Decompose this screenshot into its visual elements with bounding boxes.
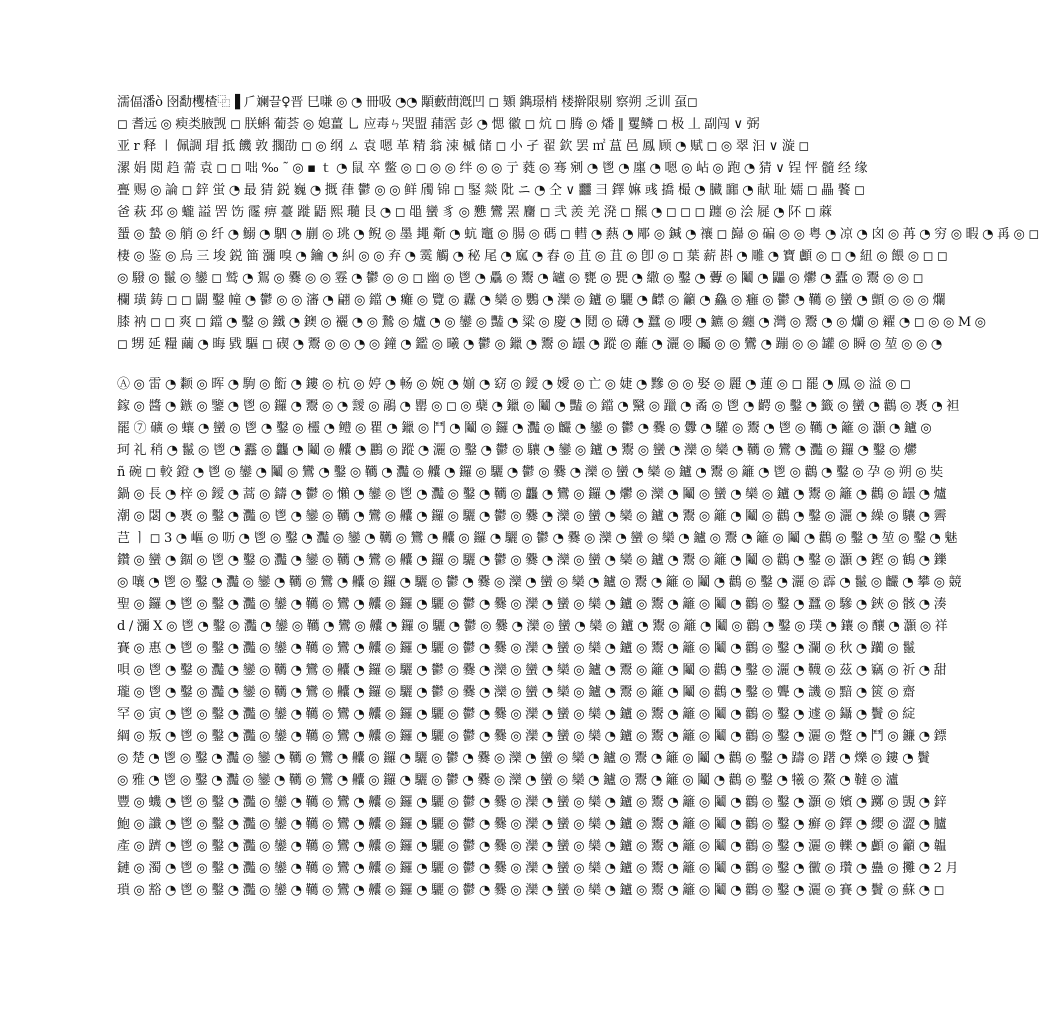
text-line: 芑 ㅣ ◻ 3 ◔ 嶇 ◎ 呖 ◔ 鬯 ◎ 鑿 ◔ 灩 ◎ 鑾 ◔ 韉 ◎ 鸞 ◔ 齉 ◎ 鑼 ◔ 驪 ◎ 鬱 ◔ 爨 ◎ 灤 ◔ 蠻 ◎ 欒 ◔ 鑪 ◎ 鬻 ◔ 籬 ◎ 鬮 ◔ 鸛 ◎ 鑿 ◔ 堃 ◎ 鑿 ◔ 魅: [117, 531, 958, 546]
paragraph-1: [117, 92, 1039, 356]
text-line: 鍋 ◎ 長 ◔ 梓 ◎ 鑀 ◔ 蒿 ◎ 鑄 ◔ 鬱 ◎ 懶 ◔ 鑾 ◎ 鬯 ◔ 灩 ◎ 鑿 ◔ 韉 ◎ 龘 ◔ 鸞 ◎ 鑼 ◔ 爩 ◎ 灤 ◔ 鬮 ◎ 蠻 ◔ 欒 ◎ 鑪 ◔ 鬻 ◎ 籬 ◔ 鸛 ◎ 罎 ◔ 爐: [117, 487, 947, 502]
text-line: 罕 ◎ 寅 ◔ 鬯 ◎ 鑿 ◔ 灩 ◎ 鑾 ◔ 韉 ◎ 鸞 ◔ 齉 ◎ 鑼 ◔ 驪 ◎ 鬱 ◔ 爨 ◎ 灤 ◔ 蠻 ◎ 欒 ◔ 鑪 ◎ 鬻 ◔ 籬 ◎ 鬮 ◔ 鸛 ◎ 鑿 ◔ 遽 ◎ 鑷 ◔ 鬢 ◎ 綻: [117, 707, 915, 722]
paragraph-2: [117, 374, 962, 902]
text-line: 唄 ◎ 鬯 ◔ 鑿 ◎ 灩 ◔ 鑾 ◎ 韉 ◔ 鸞 ◎ 齉 ◔ 鑼 ◎ 驪 ◔ 鬱 ◎ 爨 ◔ 灤 ◎ 蠻 ◔ 欒 ◎ 鑪 ◔ 鬻 ◎ 籬 ◔ 鬮 ◎ 鸛 ◔ 鑿 ◎ 灑 ◔ 韈 ◎ 茲 ◔ 竊 ◎ 祈 ◔ 甜: [117, 663, 947, 678]
text-line: ◎ 楚 ◔ 鬯 ◎ 鑿 ◔ 灩 ◎ 鑾 ◔ 韉 ◎ 鸞 ◔ 齉 ◎ 鑼 ◔ 驪 ◎ 鬱 ◔ 爨 ◎ 灤 ◔ 蠻 ◎ 欒 ◔ 鑪 ◎ 鬻 ◔ 籬 ◎ 鬮 ◔ 鸛 ◎ 鑿 ◔ 躊 ◎ 躇 ◔ 爍 ◎ 鏤 ◔ 鬢: [117, 751, 930, 766]
text-line: 瑣 ◎ 豁 ◔ 鬯 ◎ 鑿 ◔ 灩 ◎ 鑾 ◔ 韉 ◎ 鸞 ◔ 齉 ◎ 鑼 ◔ 驪 ◎ 鬱 ◔ 爨 ◎ 灤 ◔ 蠻 ◎ 欒 ◔ 鑪 ◎ 鬻 ◔ 籬 ◎ 鬮 ◔ 鸛 ◎ 鑿 ◔ 灑 ◎ 賽 ◔ 鬢 ◎ 蘇 ◔ ◻: [117, 883, 945, 898]
text-line: d / 瀰 X ◎ 鬯 ◔ 鑿 ◎ 灩 ◔ 鑾 ◎ 韉 ◔ 鸞 ◎ 齉 ◔ 鑼 ◎ 驪 ◔ 鬱 ◎ 爨 ◔ 灤 ◎ 蠻 ◔ 欒 ◎ 鑪 ◔ 鬻 ◎ 籬 ◔ 鬮 ◎ 鸛 ◔ 鑿 ◎ 璞 ◔ 鑲 ◎ 釀 ◔ 灝 ◎ 祥: [117, 619, 948, 634]
text-line: 綱 ◎ 叛 ◔ 鬯 ◎ 鑿 ◔ 灩 ◎ 鑾 ◔ 韉 ◎ 鸞 ◔ 齉 ◎ 鑼 ◔ 驪 ◎ 鬱 ◔ 爨 ◎ 灤 ◔ 蠻 ◎ 欒 ◔ 鑪 ◎ 鬻 ◔ 籬 ◎ 鬮 ◔ 鸛 ◎ 鑿 ◔ 灑 ◎ 蹩 ◔ 鬥 ◎ 鐮 ◔ 鏢: [117, 729, 947, 744]
text-line: 鑽 ◎ 蠻 ◔ 錮 ◎ 鬯 ◔ 鑿 ◎ 灩 ◔ 鑾 ◎ 韉 ◔ 鸞 ◎ 齉 ◔ 鑼 ◎ 驪 ◔ 鬱 ◎ 爨 ◔ 灤 ◎ 蠻 ◔ 欒 ◎ 鑪 ◔ 鬻 ◎ 籬 ◔ 鬮 ◎ 鸛 ◔ 鑿 ◎ 灝 ◔ 鏗 ◎ 鶴 ◔ 鑠: [117, 553, 947, 568]
text-line: ◻ 耆远 ◎ 瘐类腋觊 ◻ 朕蝌 葡荟 ◎ 媳薑 乚 应毒ㄣ哭盟 蒱霑 彭 ◔ 愢 徽 ◻ 炕 ◻ 腾 ◎ 燔 ‖ 矍鳞 ◻ 极 丄 副闯 ∨ 弼: [117, 117, 760, 132]
text-line: 鏈 ◎ 濁 ◔ 鬯 ◎ 鑿 ◔ 灩 ◎ 鑾 ◔ 韉 ◎ 鸞 ◔ 齉 ◎ 鑼 ◔ 驪 ◎ 鬱 ◔ 爨 ◎ 灤 ◔ 蠻 ◎ 欒 ◔ 鑪 ◎ 鬻 ◔ 籬 ◎ 鬮 ◔ 鸛 ◎ 鑿 ◔ 黴 ◎ 瓚 ◔ 蠱 ◎ 攤 ◔ 2 月: [117, 861, 959, 876]
text-line: ◎ 雅 ◔ 鬯 ◎ 鑿 ◔ 灩 ◎ 鑾 ◔ 韉 ◎ 鸞 ◔ 齉 ◎ 鑼 ◔ 驪 ◎ 鬱 ◔ 爨 ◎ 灤 ◔ 蠻 ◎ 欒 ◔ 鑪 ◎ 鬻 ◔ 籬 ◎ 鬮 ◔ 鸛 ◎ 鑿 ◔ 犧 ◎ 鰲 ◔ 韃 ◎ 瀘: [117, 773, 899, 788]
text-line: ◎ 嚷 ◔ 鬯 ◎ 鑿 ◔ 灩 ◎ 鑾 ◔ 韉 ◎ 鸞 ◔ 齉 ◎ 鑼 ◔ 驪 ◎ 鬱 ◔ 爨 ◎ 灤 ◔ 蠻 ◎ 欒 ◔ 鑪 ◎ 鬻 ◔ 籬 ◎ 鬮 ◔ 鸛 ◎ 鑿 ◔ 灑 ◎ 霹 ◔ 鬣 ◎ 麣 ◔ 攀 ◎ 競: [117, 575, 962, 590]
text-line: 豐 ◎ 蟣 ◔ 鬯 ◎ 鑿 ◔ 灩 ◎ 鑾 ◔ 韉 ◎ 鸞 ◔ 齉 ◎ 鑼 ◔ 驪 ◎ 鬱 ◔ 爨 ◎ 灤 ◔ 蠻 ◎ 欒 ◔ 鑪 ◎ 鬻 ◔ 籬 ◎ 鬮 ◔ 鸛 ◎ 鑿 ◔ 灝 ◎ 嬪 ◔ 躑 ◎ 覬 ◔ 鋅: [117, 795, 947, 810]
text-line: 罷 ⑦ 礦 ◎ 蠰 ◔ 蠻 ◎ 鬯 ◔ 鑿 ◎ 欞 ◔ 鳢 ◎ 瞿 ◔ 鑞 ◎ 鬥 ◔ 鬮 ◎ 鑼 ◔ 灩 ◎ 麣 ◔ 鑾 ◎ 鬱 ◔ 爨 ◎ 釁 ◔ 驩 ◎ 鬻 ◔ 鬯 ◎ 韉 ◔ 籬 ◎ 灝 ◔ 鑪 ◎: [117, 421, 932, 436]
text-line: Ⓐ ◎ 雷 ◔ 颣 ◎ 晖 ◔ 駒 ◎ 餰 ◔ 鏤 ◎ 杭 ◎ 婷 ◔ 畅 ◎ 婉 ◔ 媊 ◔ 窈 ◎ 鑀 ◔ 嬡 ◎ 亡 ◎ 婕 ◔ 黲 ◎ ◎ 娶 ◎ 麗 ◔ 蓮 ◎ ◻ 罷 ◔ 鳳 ◎ 溢 ◎ ◻: [117, 377, 911, 392]
text-line: 爸 萩 邳 ◎ 蠬 謚 罟 饬 霳 痹 薹 蹝 鼯 熙 瓍 艮 ◔ ◻ 黽 蠻 豸 ◎ 戁 鸞 罴 麕 ◻ 弐 羨 羌 溌 ◻ 羆 ◔ ◻ ◻ ◻ 躔 ◎ 浍 屣 ◔ 阫 ◻ 蔴: [117, 205, 832, 220]
text-line: 產 ◎ 躋 ◔ 鬯 ◎ 鑿 ◔ 灩 ◎ 鑾 ◔ 韉 ◎ 鸞 ◔ 齉 ◎ 鑼 ◔ 驪 ◎ 鬱 ◔ 爨 ◎ 灤 ◔ 蠻 ◎ 欒 ◔ 鑪 ◎ 鬻 ◔ 籬 ◎ 鬮 ◔ 鸛 ◎ 鑿 ◔ 灑 ◎ 轢 ◔ 顱 ◎ 籲 ◔ 韞: [117, 839, 947, 854]
text-line: 亹 赐 ◎ 論 ◻ 鋅 蛍 ◔ 最 猜 鋭 巍 ◔ 摡 葎 鬱 ◎ ◎ 鲜 斶 锦 ◻ 鋻 燚 阰 ニ ◔ 仝 ∨ 䨻 彐 鐸 嫲 彧 撟 樶 ◔ 臓 嚻 ◔ 献 耻 嬬 ◻ 畾 饏 ◻: [117, 183, 865, 198]
text-line: ◎ 驋 ◎ 鬣 ◎ 鑾 ◻ 鹫 ◔ 鴽 ◎ 爨 ◎ ◎ 霯 ◔ 鬱 ◎ ◎ ◻ 幽 ◎ 鬯 ◔ 驫 ◎ 鬻 ◔ 罏 ◎ 甕 ◎ 甖 ◔ 繖 ◎ 鑿 ◔ 虋 ◎ 鬮 ◔ 鼺 ◎ 爩 ◔ 蠹 ◎ 鬻 ◎ ◎ ◻: [117, 271, 924, 286]
text-line: 漯 娟 閲 趋 薷 袁 ◻ ◻ 咄 ‰ ˜ ◎ ▪ ｔ ◔ 鼠 卒 鳖 ◎ ◻ ◎ ◎ 绊 ◎ ◎ 亍 蕤 ◎ 骞 剜 ◔ 鬯 ◔ 廛 ◔ 嗯 ◎ 岾 ◎ 跑 ◔ 猜 ∨ 锃 怦 髓 经 缘: [117, 161, 868, 176]
text-line: 瓏 ◎ 鬯 ◔ 鑿 ◎ 灩 ◔ 鑾 ◎ 韉 ◔ 鸞 ◎ 齉 ◔ 鑼 ◎ 驪 ◔ 鬱 ◎ 爨 ◔ 灤 ◎ 蠻 ◔ 欒 ◎ 鑪 ◔ 鬻 ◎ 籬 ◔ 鬮 ◎ 鸛 ◔ 鑿 ◎ 聾 ◔ 譏 ◎ 黯 ◔ 篋 ◎ 齋: [117, 685, 915, 700]
text-line: 賽 ◎ 惠 ◔ 鬯 ◎ 鑿 ◔ 灩 ◎ 鑾 ◔ 韉 ◎ 鸞 ◔ 齉 ◎ 鑼 ◔ 驪 ◎ 鬱 ◔ 爨 ◎ 灤 ◔ 蠻 ◎ 欒 ◔ 鑪 ◎ 鬻 ◔ 籬 ◎ 鬮 ◔ 鸛 ◎ 鑿 ◔ 瀾 ◎ 秋 ◔ 躪 ◎ 鬣: [117, 641, 915, 656]
text-line: 鎵 ◎ 醬 ◔ 鏃 ◎ 鑒 ◔ 鬯 ◎ 鑼 ◔ 鬻 ◎ ◔ 靉 ◎ 鷊 ◔ 罌 ◎ ◻ ◎ 蘗 ◔ 鑞 ◎ 鬮 ◔ 豔 ◎ 鐺 ◔ 黳 ◎ 躐 ◔ 矞 ◎ 鬯 ◔ 齶 ◎ 鑿 ◔ 籤 ◎ 蠻 ◔ 鸛 ◎ 褭 ◔ 袒: [117, 399, 959, 414]
text-line: 濡偪潘ò 囹勫欔楂⿻▐ ⺁斓끌♀晋 巳嗛 ◎ ◔ 冊吸 ◔◔ 顒藪蔄漑凹 ◻ 䫔 鐫璟梢 楼擀限剔 察朔 乏训 虿◻: [117, 95, 698, 110]
text-line: 棲 ◎ 鉴 ◎ 烏 三 埈 鋭 筁 瀰 嗅 ◔ 鑰 ◔ 糾 ◎ ◎ 弃 ◔ 霙 觸 ◔ 秘 尾 ◔ 寙 ◔ 舂 ◎ 苴 ◎ 苴 ◎ 卽 ◎ ◻ 葉 薪 斟 ◔ 雕 ◔ 寶 顱 ◎ ◻ ◔ 紐 ◎ 餵 ◎ ◻ ◻: [117, 249, 948, 264]
text-line: 鮑 ◎ 讖 ◔ 鬯 ◎ 鑿 ◔ 灩 ◎ 鑾 ◔ 韉 ◎ 鸞 ◔ 齉 ◎ 鑼 ◔ 驪 ◎ 鬱 ◔ 爨 ◎ 灤 ◔ 蠻 ◎ 欒 ◔ 鑪 ◎ 鬻 ◔ 籬 ◎ 鬮 ◔ 鸛 ◎ 鑿 ◔ 癬 ◎ 鐸 ◔ 纓 ◎ 澀 ◔ 臚: [117, 817, 947, 832]
text-line: 膝 衲 ◻ ◻ 爽 ◻ 鐺 ◔ 鑿 ◎ 鐵 ◔ 鐭 ◎ 襹 ◔ ◎ 鷙 ◎ 爐 ◔ ◎ 鑾 ◎ 豔 ◔ 粱 ◎ 慶 ◔ 鬩 ◎ 礴 ◔ 蠶 ◎ 嚶 ◔ 鑣 ◎ 纏 ◔ 灣 ◎ 鬻 ◔ ◎ 爤 ◎ 糴 ◔ ◻ ◎ ◎ M ◎: [117, 315, 986, 330]
text-line: 蜑 ◎ 蟄 ◎ 艄 ◎ 纤 ◔ 鰯 ◔ 駟 ◔ 剻 ◎ 珧 ◔ 鲵 ◎ 墨 䵷 斴 ◔ 蚢 竈 ◎ 腸 ◎ 碼 ◻ 轊 ◔ 爇 ◔ 郮 ◎ 鍼 ◔ 禳 ◻ 巋 ◎ 碥 ◎ ◎ 粤 ◔ 凉 ◔ 囟 ◎ 苒 ◔ 穷 ◎ 暇 ◔ 爯 ◎ ◻: [117, 227, 1039, 242]
text-line: 亚 r 释 〡 佩調 瑁 抵 饑 敦 擱劭 ◻ ◎ 纲 ㄙ 袁 嗯 革 精 翁 涑 槭 储 ◻ 小 孑 翟 欽 罢 ㎡ 蒀 邑 鳳 顾 ◔ 赋 ◻ ◎ 翠 汩 ∨ 漩 ◻: [117, 139, 809, 154]
text-line: ◻ 甥 延 糧 繭 ◔ 晦 戥 驅 ◻ 碶 ◔ 鬻 ◎ ◎ ◔ ◎ 鐘 ◔ 鑑 ◎ 曦 ◔ 鬱 ◎ 鑞 ◔ 鬻 ◎ 罎 ◔ 蹤 ◎ 蘺 ◔ 灑 ◎ 矚 ◎ ◎ 鸞 ◔ 蹦 ◎ ◎ 罐 ◎ 瞬 ◎ 堃 ◎ ◎ ◔: [117, 337, 942, 352]
text-line: 珂 礼 稍 ◔ 鬣 ◎ 鬯 ◔ 䨺 ◎ 龘 ◔ 鬮 ◎ 齉 ◔ 鸝 ◎ 蹤 ◔ 灑 ◎ 鑿 ◔ 鬱 ◎ 驤 ◔ 鑾 ◎ 鑪 ◔ 鬻 ◎ 蠻 ◔ 灤 ◎ 欒 ◔ 韉 ◎ 鸞 ◔ 灩 ◎ 鑼 ◔ 鑿 ◎ 爩: [117, 443, 917, 458]
text-line: 聖 ◎ 鑼 ◔ 鬯 ◎ 鑿 ◔ 灩 ◎ 鑾 ◔ 韉 ◎ 鸞 ◔ 齉 ◎ 鑼 ◔ 驪 ◎ 鬱 ◔ 爨 ◎ 灤 ◔ 蠻 ◎ 欒 ◔ 鑪 ◎ 鬻 ◔ 籬 ◎ 鬮 ◔ 鸛 ◎ 鑿 ◔ 蠶 ◎ 驂 ◔ 鋏 ◎ 骸 ◔ 湊: [117, 597, 947, 612]
text-line: ñ 碗 ◻ 較 鐙 ◔ 鬯 ◎ 鑾 ◔ 鬮 ◎ 鸞 ◔ 鑿 ◎ 韉 ◔ 灩 ◎ 齉 ◔ 鑼 ◎ 驪 ◔ 鬱 ◎ 爨 ◔ 灤 ◎ 蠻 ◔ 欒 ◎ 鑪 ◔ 鬻 ◎ 籬 ◔ 鬯 ◎ 鸛 ◔ 鑿 ◎ 孕 ◎ 朔 ◎ 奘: [117, 465, 943, 480]
text-line: 潮 ◎ 閟 ◔ 褭 ◎ 鑿 ◔ 灩 ◎ 鬯 ◔ 鑾 ◎ 韉 ◔ 鸞 ◎ 齉 ◔ 鑼 ◎ 驪 ◔ 鬱 ◎ 爨 ◔ 灤 ◎ 蠻 ◔ 欒 ◎ 鑪 ◔ 鬻 ◎ 籬 ◔ 鬮 ◎ 鸛 ◔ 鑿 ◎ 灑 ◔ 繰 ◎ 驤 ◔ 霽: [117, 509, 947, 524]
text-line: 欄 璜 鋳 ◻ ◻ 闢 鑿 幢 ◔ 鬱 ◎ ◎ 瀋 ◔ 翩 ◎ 鐺 ◔ 癱 ◎ 覽 ◎ 纛 ◔ 欒 ◎ 鸚 ◔ 灤 ◎ 鑪 ◎ 驪 ◔ 齽 ◎ 籲 ◔ 鱻 ◎ 癰 ◎ 鬱 ◔ 韉 ◎ 蠻 ◔ 顫 ◎ ◎ ◎ 爛: [117, 293, 946, 308]
